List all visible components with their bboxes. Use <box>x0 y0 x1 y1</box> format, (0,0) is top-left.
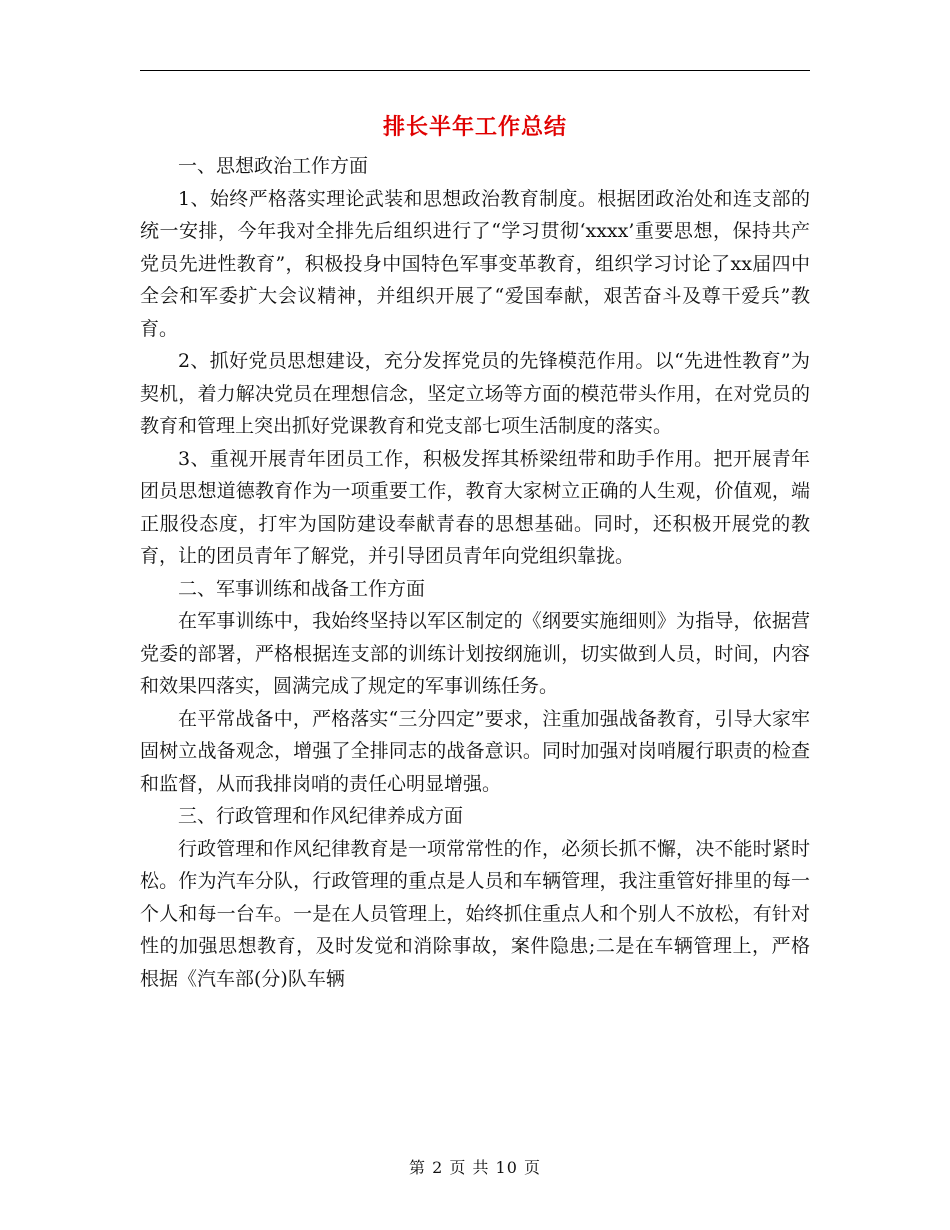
paragraph: 在军事训练中，我始终坚持以军区制定的《纲要实施细则》为指导，依据营党委的部署，严格根据连支部的训练计划按纲施训，切实做到人员，时间，内容和效果四落实，圆满完成了规定的军事训练任务。 <box>140 610 810 697</box>
paragraph: 2、抓好党员思想建设，充分发挥党员的先锋模范作用。以“先进性教育”为契机，着力解决党员在理想信念，坚定立场等方面的模范带头作用，在对党员的教育和管理上突出抓好党课教育和党支部七项生活制度的落实。 <box>140 350 810 437</box>
paragraph: 3、重视开展青年团员工作，积极发挥其桥梁纽带和助手作用。把开展青年团员思想道德教育作为一项重要工作，教育大家树立正确的人生观，价值观，端正服役态度，打牢为国防建设奉献青春的思想基础。同时，还积极开展党的教育，让的团员青年了解党，并引导团员青年向党组织靠拢。 <box>140 447 810 567</box>
paragraph: 行政管理和作风纪律教育是一项常常性的作，必须长抓不懈，决不能时紧时松。作为汽车分队，行政管理的重点是人员和车辆管理，我注重管好排里的每一个人和每一台车。一是在人员管理上，始终抓住重点人和个别人不放松，有针对性的加强思想教育，及时发觉和消除事故，案件隐患;二是在车辆管理上，严格根据《汽车部(分)队车辆 <box>140 837 810 990</box>
document-title: 排长半年工作总结 <box>382 114 567 140</box>
page-footer: 第 2 页 共 10 页 <box>409 1158 541 1177</box>
document-body <box>140 150 810 995</box>
header-rule <box>140 70 810 71</box>
section-heading: 二、军事训练和战备工作方面 <box>178 577 426 600</box>
section-heading: 三、行政管理和作风纪律养成方面 <box>178 805 464 827</box>
section-heading: 一、思想政治工作方面 <box>178 155 369 177</box>
paragraph: 1、始终严格落实理论武装和思想政治教育制度。根据团政治处和连支部的统一安排，今年我对全排先后组织进行了“学习贯彻‘xxxx’重要思想，保持共产党员先进性教育”，积极投身中国特色军事变革教育，组织学习讨论了xx届四中全会和军委扩大会议精神，并组织开展了“爱国奉献，艰苦奋斗及尊干爱兵”教育。 <box>140 187 810 340</box>
paragraph: 在平常战备中，严格落实“三分四定”要求，注重加强战备教育，引导大家牢固树立战备观念，增强了全排同志的战备意识。同时加强对岗哨履行职责的检查和监督，从而我排岗哨的责任心明显增强。 <box>140 707 810 795</box>
